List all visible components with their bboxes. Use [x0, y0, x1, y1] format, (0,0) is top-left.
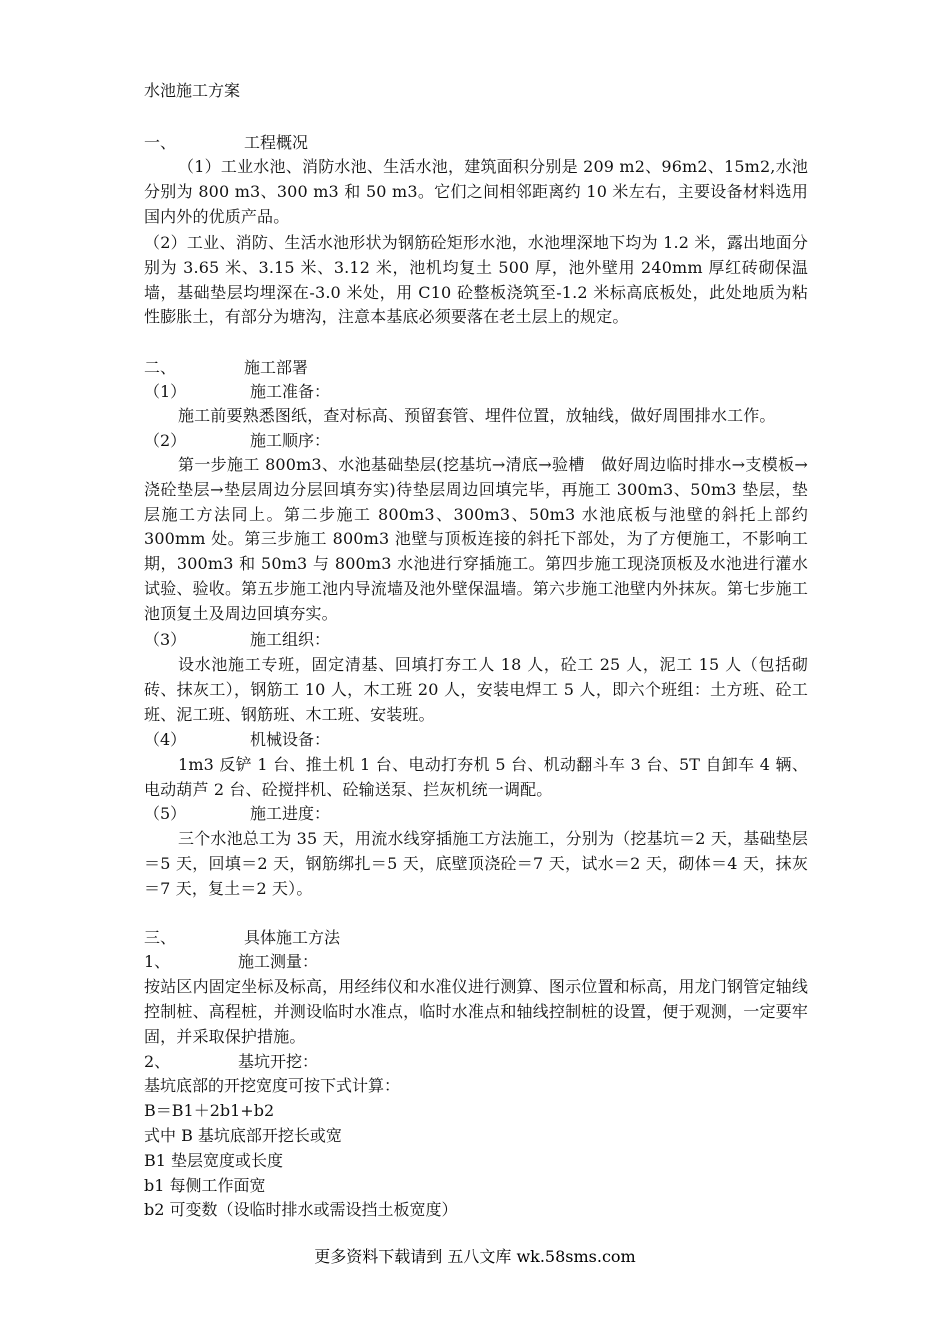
- formula-line: B＝B1＋2b1+b2: [144, 1101, 275, 1120]
- section-3-heading: [144, 927, 340, 949]
- subsection-2-5-heading: [144, 803, 330, 825]
- subsection-2-2-heading: [144, 430, 330, 452]
- text-line: b2 可变数（设临时排水或需设挡土板宽度）: [144, 1200, 458, 1219]
- subsection-2-4-heading: [144, 729, 330, 751]
- section-number: 二、: [144, 358, 177, 377]
- subsection-number: （5）: [144, 804, 187, 823]
- paragraph-3: 施工前要熟悉图纸，查对标高、预留套管、埋件位置，放轴线，做好周围排水工作。: [178, 406, 776, 425]
- subsection-number: （3）: [144, 630, 187, 649]
- paragraph-2: （2）工业、消防、生活水池形状为钢筋砼矩形水池，水池埋深地下均为 1.2 米，露出地面分别为 3.65 米、3.15 米、3.12 米，池机均复土 500 厚，池外壁用 240mm 厚红砖砌保温墙，基础垫层均埋深在-3.0 米处，用 C10 砼整板浇筑至-1.2 米标高底板处，此处地质为粘性膨胀土，有部分为塘沟，注意本基底必须要落在老土层上的规定。: [144, 233, 808, 327]
- section-2-heading: [144, 357, 308, 379]
- subsection-title: 施工顺序：: [250, 431, 331, 450]
- text-line: b1 每侧工作面宽: [144, 1176, 266, 1195]
- subsection-2-3-heading: [144, 629, 330, 651]
- subsection-number: （2）: [144, 431, 187, 450]
- section-number: 一、: [144, 133, 177, 152]
- paragraph-1: （1）工业水池、消防水池、生活水池，建筑面积分别是 209 m2、96m2、15m2,水池分别为 800 m3、300 m3 和 50 m3。它们之间相邻距离约 10 米左右，主要设备材料选用国内外的优质产品。: [144, 157, 808, 226]
- section-title: 施工部署: [244, 358, 309, 377]
- text-line: 式中 B 基坑底部开挖长或宽: [144, 1126, 342, 1145]
- subsection-title: 施工测量：: [238, 952, 319, 971]
- subsection-number: 2、: [144, 1052, 171, 1071]
- paragraph-8: 按站区内固定坐标及标高，用经纬仪和水准仪进行测算、图示位置和标高，用龙门钢管定轴线控制桩、高程桩，并测设临时水准点，临时水准点和轴线控制桩的设置，便于观测，一定要牢固，并采取保护措施。: [144, 977, 808, 1046]
- section-title: 工程概况: [244, 133, 309, 152]
- subsection-title: 施工准备：: [250, 382, 331, 401]
- paragraph-4: 第一步施工 800m3、水池基础垫层(挖基坑→清底→验槽 做好周边临时排水→支模板→浇砼垫层→垫层周边分层回填夯实)待垫层周边回填完毕，再施工 300m3、50m3 垫层，垫层施工方法同上。第二步施工 800m3、300m3、50m3 水池底板与池壁的斜托上部约 300mm 处。第三步施工 800m3 池壁与顶板连接的斜托下部处，为了方便施工，不影响工期，300m3 和 50m3 与 800m3 水池进行穿插施工。第四步施工现浇顶板及水池进行灌水试验、验收。第五步施工池内导流墙及池外壁保温墙。第六步施工池壁内外抹灰。第七步施工池顶复土及周边回填夯实。: [144, 455, 808, 623]
- subsection-title: 施工进度：: [250, 804, 331, 823]
- document-title: 水池施工方案: [144, 81, 241, 100]
- subsection-number: 1、: [144, 952, 171, 971]
- text-line: 基坑底部的开挖宽度可按下式计算：: [144, 1076, 401, 1095]
- subsection-3-2-heading: [144, 1051, 318, 1073]
- subsection-number: （1）: [144, 382, 187, 401]
- subsection-3-1-heading: [144, 951, 318, 973]
- section-title: 具体施工方法: [244, 928, 341, 947]
- paragraph-7: 三个水池总工为 35 天，用流水线穿插施工方法施工，分别为（挖基坑＝2 天，基础垫层＝5 天，回填＝2 天，钢筋绑扎＝5 天，底壁顶浇砼＝7 天，试水＝2 天，砌体＝4 天，抹灰＝7 天，复土＝2 天）。: [144, 829, 808, 898]
- subsection-number: （4）: [144, 730, 187, 749]
- section-1-heading: [144, 132, 308, 154]
- subsection-title: 施工组织：: [250, 630, 331, 649]
- subsection-2-1-heading: [144, 381, 330, 403]
- paragraph-5: 设水池施工专班，固定清基、回填打夯工人 18 人，砼工 25 人，泥工 15 人（包括砌砖、抹灰工），钢筋工 10 人，木工班 20 人，安装电焊工 5 人，即六个班组：土方班、砼工班、泥工班、钢筋班、木工班、安装班。: [144, 655, 808, 724]
- footer-text: 更多资料下载请到 五八文库 wk.58sms.com: [314, 1247, 636, 1266]
- section-number: 三、: [144, 928, 177, 947]
- subsection-title: 机械设备：: [250, 730, 331, 749]
- subsection-title: 基坑开挖：: [238, 1052, 319, 1071]
- paragraph-6: 1m3 反铲 1 台、推土机 1 台、电动打夯机 5 台、机动翻斗车 3 台、5T 自卸车 4 辆、电动葫芦 2 台、砼搅拌机、砼输送泵、拦灰机统一调配。: [144, 755, 808, 799]
- text-line: B1 垫层宽度或长度: [144, 1151, 284, 1170]
